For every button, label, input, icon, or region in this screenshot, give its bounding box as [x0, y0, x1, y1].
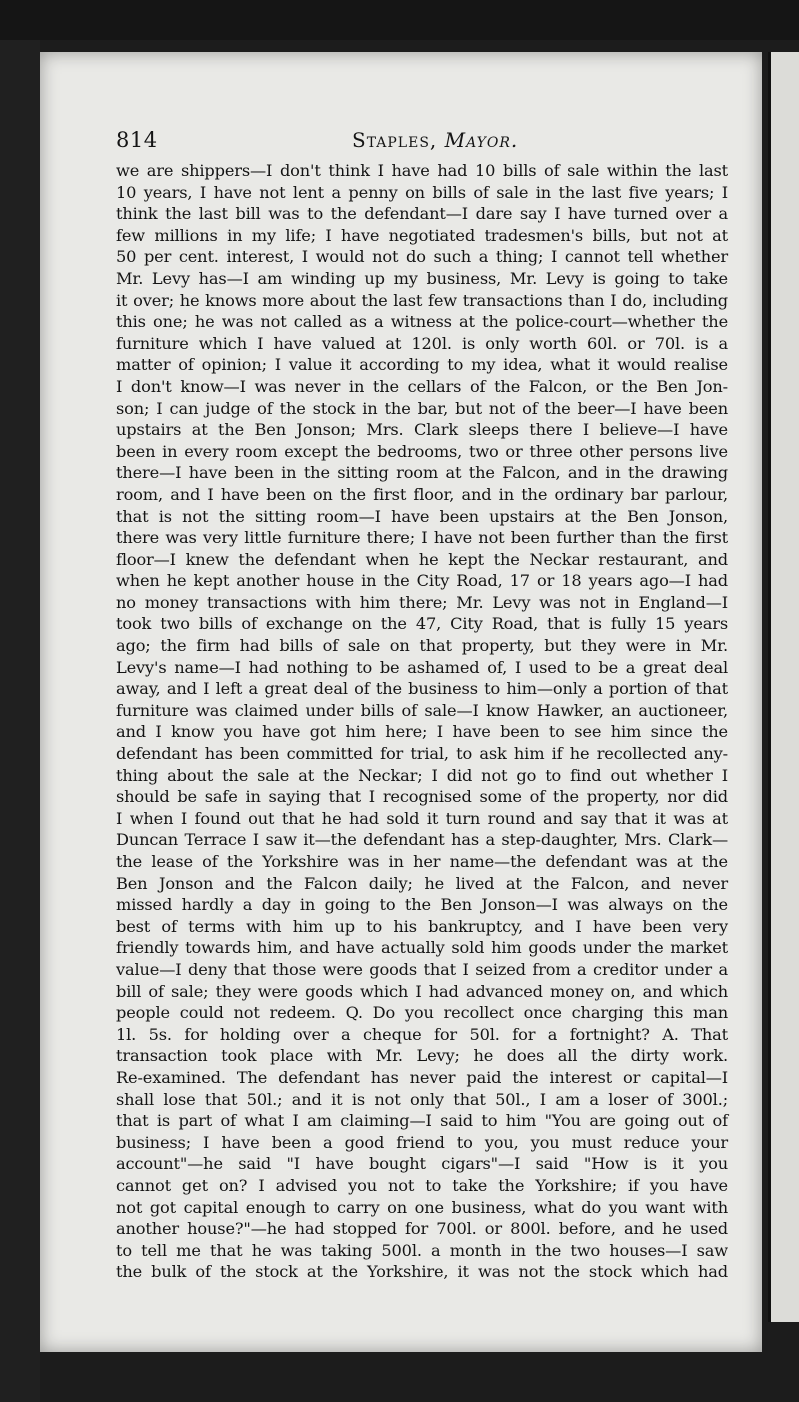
text-line: another house?"—he had stopped for 700l. or 800l. before, and he used	[116, 1219, 728, 1239]
text-line: best of terms with him up to his bankruptcy, and I have been very	[116, 916, 728, 936]
text-line: Re-examined. The defendant has never paid the interest or capital—I	[116, 1067, 728, 1087]
running-head	[352, 128, 518, 152]
text-line: room, and I have been on the first floor, and in the ordinary bar parlour,	[116, 484, 728, 504]
text-line: there was very little furniture there; I have not been further than the first	[116, 528, 728, 548]
page-header	[72, 128, 732, 158]
text-line: ago; the firm had bills of sale on that property, but they were in Mr.	[116, 636, 728, 656]
text-line: furniture was claimed under bills of sale—I know Hawker, an auctioneer,	[116, 700, 728, 720]
text-line: thing about the sale at the Neckar; I did not go to find out whether I	[116, 765, 728, 785]
text-line: few millions in my life; I have negotiated tradesmen's bills, but not at	[116, 225, 728, 245]
text-line: shall lose that 50l.; and it is not only that 50l., I am a loser of 300l.;	[116, 1089, 728, 1109]
text-line: bill of sale; they were goods which I had advanced money on, and which	[116, 981, 728, 1001]
text-line: think the last bill was to the defendant—I dare say I have turned over a	[116, 204, 728, 224]
text-line: and I know you have got him here; I have been to see him since the	[116, 722, 728, 742]
text-line: defendant has been committed for trial, to ask him if he recollected any-	[116, 744, 728, 764]
text-line: floor—I knew the defendant when he kept the Neckar restaurant, and	[116, 549, 728, 569]
text-line: people could not redeem. Q. Do you recollect once charging this man	[116, 1003, 728, 1023]
text-line: that is part of what I am claiming—I said to him "You are going out of	[116, 1111, 728, 1131]
scan-left-border	[0, 40, 40, 1402]
text-line: no money transactions with him there; Mr. Levy was not in England—I	[116, 592, 728, 612]
text-line: 50 per cent. interest, I would not do such a thing; I cannot tell whether	[116, 247, 728, 267]
text-line: when he kept another house in the City Road, 17 or 18 years ago—I had	[116, 571, 728, 591]
text-line: not got capital enough to carry on one business, what do you want with	[116, 1197, 728, 1217]
text-line: value—I deny that those were goods that I seized from a creditor under a	[116, 959, 728, 979]
text-line: cannot get on? I advised you not to take the Yorkshire; if you have	[116, 1175, 728, 1195]
text-line: Ben Jonson and the Falcon daily; he lived at the Falcon, and never	[116, 873, 728, 893]
running-head-role: Mayor.	[444, 128, 519, 152]
text-line: Levy's name—I had nothing to be ashamed of, I used to be a great deal	[116, 657, 728, 677]
text-line: account"—he said "I have bought cigars"—I said "How is it you	[116, 1154, 728, 1174]
text-line: that is not the sitting room—I have been upstairs at the Ben Jonson,	[116, 506, 728, 526]
text-line: business; I have been a good friend to you, you must reduce your	[116, 1132, 728, 1152]
text-line: this one; he was not called as a witness at the police-court—whether the	[116, 312, 728, 332]
text-line: furniture which I have valued at 120l. is only worth 60l. or 70l. is a	[116, 333, 728, 353]
text-line: Duncan Terrace I saw it—the defendant has a step-daughter, Mrs. Clark—	[116, 830, 728, 850]
text-line: son; I can judge of the stock in the bar, but not of the beer—I have been	[116, 398, 728, 418]
text-line: friendly towards him, and have actually sold him goods under the market	[116, 938, 728, 958]
text-line: the lease of the Yorkshire was in her name—the defendant was at the	[116, 852, 728, 871]
text-line: we are shippers—I don't think I have had 10 bills of sale within the last	[116, 161, 728, 180]
page-number: 814	[116, 128, 158, 152]
text-line: matter of opinion; I value it according to my idea, what it would realise	[116, 355, 728, 375]
text-line: I don't know—I was never in the cellars of the Falcon, or the Ben Jon-	[116, 376, 728, 396]
scan-top-border	[0, 0, 799, 40]
text-line: 1l. 5s. for holding over a cheque for 50l. for a fortnight? A. That	[116, 1024, 728, 1044]
text-line: Mr. Levy has—I am winding up my business, Mr. Levy is going to take	[116, 268, 728, 288]
running-head-name: Staples,	[352, 128, 438, 152]
text-line: away, and I left a great deal of the business to him—only a portion of that	[116, 679, 728, 699]
text-line: there—I have been in the sitting room at the Falcon, and in the drawing	[116, 463, 728, 483]
text-line: transaction took place with Mr. Levy; he does all the dirty work.	[116, 1046, 728, 1066]
text-line: should be safe in saying that I recognised some of the property, nor did	[116, 787, 728, 807]
body-text	[116, 160, 728, 1283]
facing-page-edge	[768, 52, 799, 1322]
text-line: took two bills of exchange on the 47, City Road, that is fully 15 years	[116, 614, 728, 634]
text-line: 10 years, I have not lent a penny on bills of sale in the last five years; I	[116, 182, 728, 202]
text-line: it over; he knows more about the last few transactions than I do, including	[116, 290, 728, 310]
text-line: to tell me that he was taking 500l. a month in the two houses—I saw	[116, 1240, 728, 1260]
text-line: been in every room except the bedrooms, two or three other persons live	[116, 441, 728, 461]
text-line: missed hardly a day in going to the Ben Jonson—I was always on the	[116, 895, 728, 915]
text-line: I when I found out that he had sold it turn round and say that it was at	[116, 808, 728, 828]
text-line: upstairs at the Ben Jonson; Mrs. Clark sleeps there I believe—I have	[116, 420, 728, 440]
text-line: the bulk of the stock at the Yorkshire, it was not the stock which had	[116, 1262, 728, 1282]
